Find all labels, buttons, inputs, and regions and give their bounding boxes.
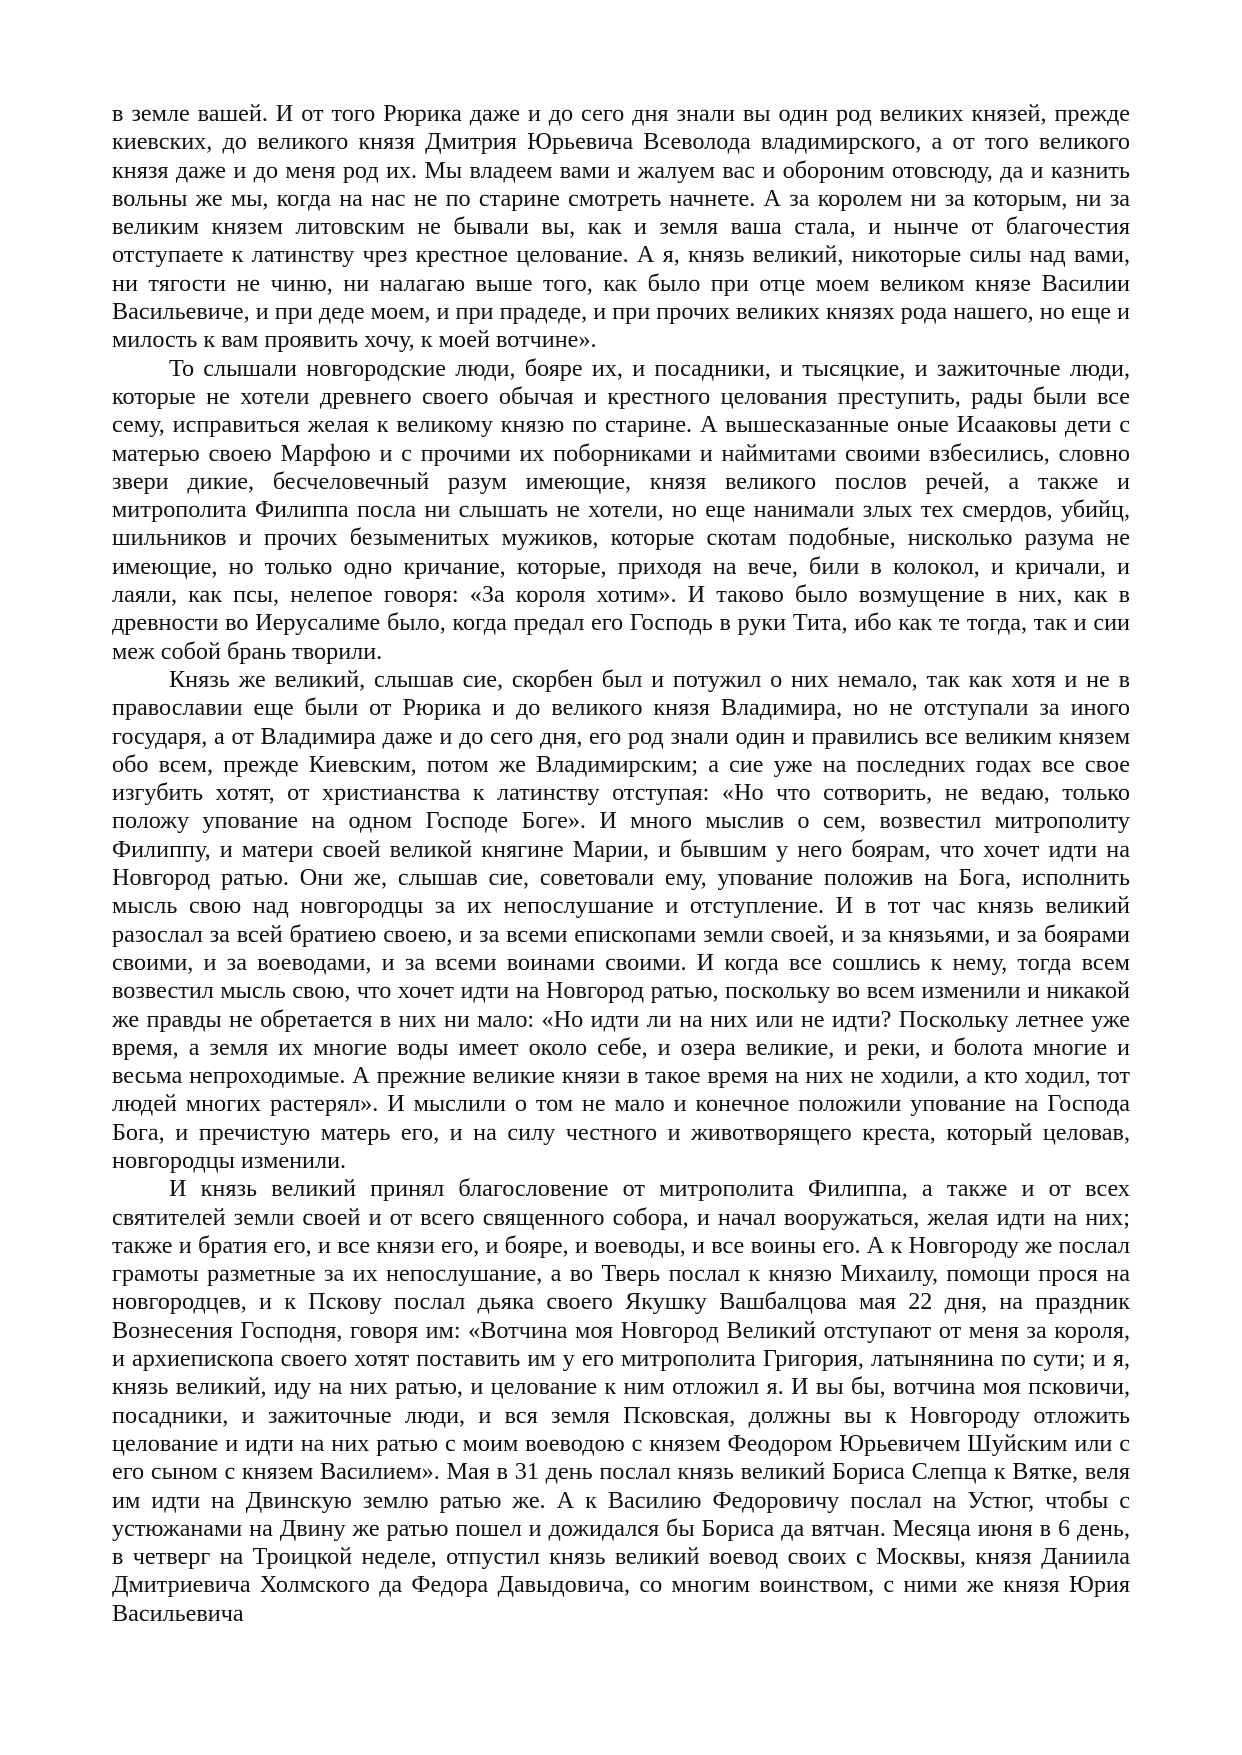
paragraph-blessing-and-campaign: И князь великий принял благословение от митрополита Филиппа, а также и от всех святителей земли своей и от всего священного собора, и начал вооружаться, желая идти на них; также и братия его, и все князи его, и бояре, и воеводы, и все воины его. А к Новгороду же послал грамоты разметные за их непослушание, а во Тверь послал к князю Михаилу, помощи прося на новгородцев, и к Пскову послал дьяка своего Якушку Вашбалцова мая 22 дня, на праздник Вознесения Господня, говоря им: «Вотчина моя Новгород Великий отступают от меня за короля, и архиепископа своего хотят поставить им у его митрополита Григория, латынянина по сути; и я, князь великий, иду на них ратью, и целование к ним отложил я. И вы бы, вотчина моя псковичи, посадники, и зажиточные люди, и вся земля Псковская, должны вы к Новгороду отложить целование и идти на них ратью с моим воеводою с князем Феодором Юрьевичем Шуйским или с его сыном с князем Василием». Мая в 31 день послал князь великий Бориса Слепца к Вятке, веля им идти на Двинскую землю ратью же. А к Василию Федоровичу послал на Устюг, чтобы с устюжанами на Двину же ратью пошел и дожидался бы Бориса да вятчан. Месяца июня в 6 день, в четверг на Троицкой неделе, отпустил князь великий воевод своих с Москвы, князя Даниила Дмитриевича Холмского да Федора Давыдовича, со многим воинством, с ними же князя Юрия Васильевича [112, 1175, 1130, 1627]
paragraph-novgorod-people: То слышали новгородские люди, бояре их, и посадники, и тысяцкие, и зажиточные люди, которые не хотели древнего своего обычая и крестного целования преступить, рады были все сему, исправиться желая к великому князю по старине. А вышесказанные оные Исааковы дети с матерью своею Марфою и с прочими их поборниками и наймитами своими взбесились, словно звери дикие, бесчеловечный разум имеющие, князя великого послов речей, а также и митрополита Филиппа посла ни слышать не хотели, но еще нанимали злых тех смердов, убийц, шильников и прочих безыменитых мужиков, которые скотам подобные, нисколько разума не имеющие, но только одно кричание, которые, приходя на вече, били в колокол, и кричали, и лаяли, как псы, нелепое говоря: «За короля хотим». И таково было возмущение в них, как в древности во Иерусалиме было, когда предал его Господь в руки Тита, ибо как те тогда, так и сии меж собой брань творили. [112, 354, 1130, 665]
paragraph-continuation: в земле вашей. И от того Рюрика даже и до сего дня знали вы один род великих князей, прежде киевских, до великого князя Дмитрия Юрьевича Всеволода владимирского, а от того великого князя даже и до меня род их. Мы владеем вами и жалуем вас и обороним отовсюду, да и казнить вольны же мы, когда на нас не по старине смотреть начнете. А за королем ни за которым, ни за великим князем литовским не бывали вы, как и земля ваша стала, и нынче от благочестия отступаете к латинству чрез крестное целование. А я, князь великий, никоторые силы над вами, ни тягости не чиню, ни налагаю выше того, как было при отце моем великом князе Василии Васильевиче, и при деде моем, и при прадеде, и при прочих великих князях рода нашего, но еще и милость к вам проявить хочу, к моей вотчине». [112, 100, 1130, 354]
paragraph-grand-prince-grief: Князь же великий, слышав сие, скорбен был и потужил о них немало, так как хотя и не в православии еще были от Рюрика и до великого князя Владимира, но не отступали за иного государя, а от Владимира даже и до сего дня, его род знали один и правились все великим князем обо всем, прежде Киевским, потом же Владимирским; а сие уже на последних годах все свое изгубить хотят, от христианства к латинству отступая: «Но что сотворить, не ведаю, только положу упование на одном Господе Боге». И много мыслив о сем, возвестил митрополиту Филиппу, и матери своей великой княгине Марии, и бывшим у него боярам, что хочет идти на Новгород ратью. Они же, слышав сие, советовали ему, упование положив на Бога, исполнить мысль свою над новгородцы за их непослушание и отступление. И в тот час князь великий разослал за всей братиею своею, и за всеми епископами земли своей, и за князьями, и за боярами своими, и за воеводами, и за всеми воинами своими. И когда все сошлись к нему, тогда всем возвестил мысль свою, что хочет идти на Новгород ратью, поскольку во всем изменили и никакой же правды не обретается в них ни мало: «Но идти ли на них или не идти? Поскольку летнее уже время, а земля их многие воды имеет около себе, и озера великие, и реки, и болота многие и весьма непроходимые. А прежние великие князи в такое время на них не ходили, а кто ходил, тот людей многих растерял». И мыслили о том не мало и конечное положили упование на Господа Бога, и пречистую матерь его, и на силу честного и животворящего креста, который целовав, новгородцы изменили. [112, 665, 1130, 1174]
document-page [112, 100, 1130, 1628]
